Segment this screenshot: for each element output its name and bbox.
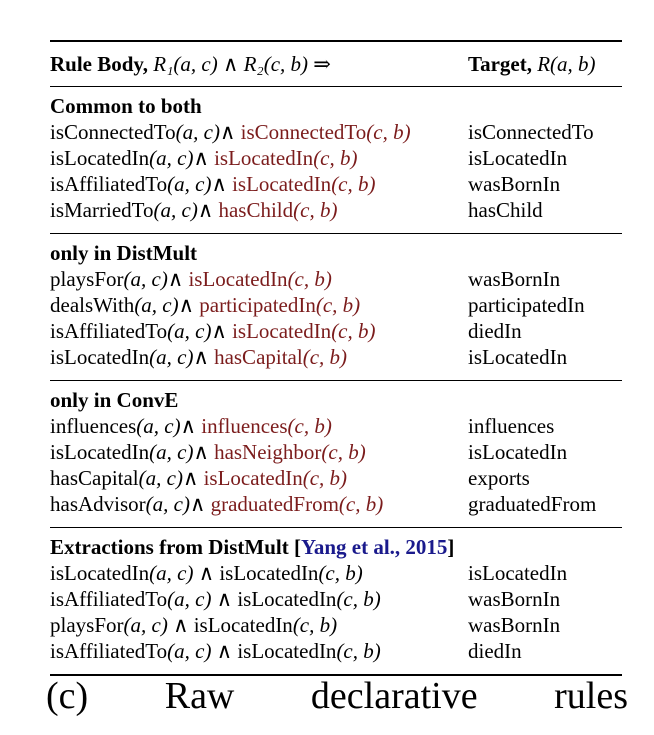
second-relation-args: (c, b) (336, 587, 381, 611)
rule-row (50, 266, 622, 292)
rule-body (50, 612, 468, 638)
conjunction-symbol: ∧ (211, 639, 238, 663)
second-relation: isConnectedTo (240, 120, 367, 144)
section-title-text: only in ConvE (50, 388, 179, 412)
second-relation-args: (c, b) (302, 345, 348, 369)
second-relation: isLocatedIn (193, 613, 293, 637)
conjunction-symbol: ∧ (182, 466, 204, 490)
conjunction-symbol: ∧ (211, 172, 233, 196)
conjunction-symbol: ∧ (197, 198, 219, 222)
conjunction-symbol: ∧ (189, 492, 211, 516)
rule-body-header (50, 51, 468, 77)
section-divider (50, 233, 622, 234)
section-title (50, 387, 622, 413)
rule-body (50, 638, 468, 664)
caption-word-raw: Raw (164, 675, 235, 717)
conjunction-symbol: ∧ (193, 146, 215, 170)
first-relation: isAffiliatedTo (50, 319, 168, 343)
rule-section (50, 93, 622, 233)
rule-target: wasBornIn (468, 267, 561, 291)
first-relation: dealsWith (50, 293, 135, 317)
rule-body (50, 197, 468, 223)
first-relation-args: (a, c) (134, 293, 179, 317)
second-relation: hasChild (218, 198, 294, 222)
section-title-text: Common to both (50, 94, 202, 118)
rule-target: diedIn (468, 639, 522, 663)
second-relation: isLocatedIn (219, 561, 319, 585)
caption-label: (c) (46, 675, 89, 717)
first-relation: hasAdvisor (50, 492, 146, 516)
second-relation-args: (c, b) (336, 639, 381, 663)
first-relation: influences (50, 414, 137, 438)
target-formula: R(a, b) (537, 52, 596, 76)
rule-body (50, 560, 468, 586)
first-relation: isLocatedIn (50, 345, 150, 369)
rule-body (50, 119, 468, 145)
second-relation-args: (c, b) (366, 120, 411, 144)
rule-row (50, 197, 622, 223)
rule-body (50, 145, 468, 171)
second-relation-args: (c, b) (338, 492, 384, 516)
rule-row (50, 638, 622, 664)
conjunction-symbol: ∧ (211, 587, 238, 611)
first-relation: playsFor (50, 267, 124, 291)
rule-target: wasBornIn (468, 613, 561, 637)
first-relation: playsFor (50, 613, 124, 637)
rule-section (50, 387, 622, 527)
first-relation: isConnectedTo (50, 120, 176, 144)
second-relation-args: (c, b) (287, 414, 332, 438)
rule-row (50, 292, 622, 318)
first-relation-args: (a, c) (149, 146, 194, 170)
rule-target: isLocatedIn (468, 345, 568, 369)
first-relation-args: (a, c) (153, 198, 198, 222)
second-relation-args: (c, b) (293, 198, 338, 222)
rule-body (50, 491, 468, 517)
second-relation: isLocatedIn (188, 267, 288, 291)
rule-row (50, 586, 622, 612)
second-relation-args: (c, b) (302, 466, 348, 490)
rule-row (50, 560, 622, 586)
rule-body (50, 413, 468, 439)
section-title (50, 240, 622, 266)
first-relation-args: (a, c) (149, 440, 194, 464)
target-header (468, 51, 622, 77)
second-relation: hasCapital (214, 345, 303, 369)
second-relation: isLocatedIn (232, 319, 332, 343)
header-rule (50, 86, 622, 87)
first-relation-args: (a, c) (149, 561, 194, 585)
conjunction-symbol: ∧ (193, 345, 215, 369)
target-label: Target, (468, 52, 532, 76)
first-relation-args: (a, c) (138, 466, 183, 490)
rule-body (50, 465, 468, 491)
second-relation: participatedIn (199, 293, 316, 317)
first-relation-args: (a, c) (175, 120, 220, 144)
section-title (50, 534, 622, 560)
rule-section (50, 534, 622, 674)
section-title-text: only in DistMult (50, 241, 198, 265)
rule-row (50, 145, 622, 171)
second-relation-args: (c, b) (287, 267, 332, 291)
citation-link[interactable]: Yang et al., 2015 (301, 535, 448, 559)
conjunction-symbol: ∧ (167, 613, 194, 637)
rule-row (50, 318, 622, 344)
section-divider (50, 527, 622, 528)
second-relation: influences (201, 414, 288, 438)
rule-body (50, 266, 468, 292)
rule-target: isLocatedIn (468, 146, 568, 170)
first-relation: hasCapital (50, 466, 139, 490)
second-relation-args: (c, b) (315, 293, 361, 317)
rule-target: influences (468, 414, 555, 438)
caption-word-rules: rules (554, 675, 628, 717)
rule-target: isConnectedTo (468, 120, 594, 144)
conjunction-symbol: ∧ (211, 319, 233, 343)
conjunction-symbol: ∧ (193, 561, 220, 585)
rule-body (50, 292, 468, 318)
rule-body (50, 171, 468, 197)
first-relation: isLocatedIn (50, 146, 150, 170)
section-divider (50, 380, 622, 381)
second-relation: isLocatedIn (237, 587, 337, 611)
second-relation-args: (c, b) (331, 319, 376, 343)
first-relation: isLocatedIn (50, 440, 150, 464)
rule-target: hasChild (468, 198, 543, 222)
second-relation-args: (c, b) (313, 146, 358, 170)
first-relation-args: (a, c) (136, 414, 181, 438)
rule-body (50, 344, 468, 370)
conjunction-symbol: ∧ (219, 120, 241, 144)
rule-body (50, 439, 468, 465)
second-relation: isLocatedIn (203, 466, 303, 490)
rule-row (50, 612, 622, 638)
section-title-end: ] (447, 535, 455, 559)
caption-word-declarative: declarative (310, 675, 478, 717)
rule-target: graduatedFrom (468, 492, 597, 516)
conjunction-symbol: ∧ (178, 293, 200, 317)
first-relation: isAffiliatedTo (50, 639, 168, 663)
section-title-text: Extractions from DistMult [ (50, 535, 301, 559)
first-relation: isAffiliatedTo (50, 172, 168, 196)
rule-body-formula: R₁(a, c) ∧ R₂(c, b) ⇒ (153, 52, 331, 76)
second-relation-args: (c, b) (292, 613, 338, 637)
first-relation-args: (a, c) (167, 587, 212, 611)
second-relation-args: (c, b) (331, 172, 376, 196)
second-relation-args: (c, b) (318, 561, 363, 585)
rule-target: isLocatedIn (468, 561, 568, 585)
rule-target: diedIn (468, 319, 522, 343)
rule-target: isLocatedIn (468, 440, 568, 464)
rule-body (50, 586, 468, 612)
figure-caption (46, 672, 628, 720)
rule-target: wasBornIn (468, 172, 561, 196)
second-relation: isLocatedIn (232, 172, 332, 196)
second-relation-args: (c, b) (321, 440, 366, 464)
second-relation: graduatedFrom (210, 492, 339, 516)
table-header (50, 42, 622, 86)
rule-row (50, 119, 622, 145)
first-relation-args: (a, c) (167, 319, 212, 343)
first-relation-args: (a, c) (167, 639, 212, 663)
rule-target: participatedIn (468, 293, 585, 317)
rule-row (50, 465, 622, 491)
first-relation: isMarriedTo (50, 198, 154, 222)
first-relation-args: (a, c) (149, 345, 194, 369)
rule-section (50, 240, 622, 380)
rule-row (50, 171, 622, 197)
second-relation: isLocatedIn (237, 639, 337, 663)
rule-sections (50, 93, 622, 674)
rule-target: exports (468, 466, 530, 490)
first-relation: isLocatedIn (50, 561, 150, 585)
first-relation-args: (a, c) (145, 492, 190, 516)
conjunction-symbol: ∧ (180, 414, 202, 438)
second-relation: isLocatedIn (214, 146, 314, 170)
rule-row (50, 439, 622, 465)
rule-target: wasBornIn (468, 587, 561, 611)
section-title (50, 93, 622, 119)
rule-body (50, 318, 468, 344)
rule-body-label: Rule Body, (50, 52, 149, 76)
rule-row (50, 491, 622, 517)
second-relation: hasNeighbor (214, 440, 322, 464)
first-relation-args: (a, c) (167, 172, 212, 196)
conjunction-symbol: ∧ (167, 267, 189, 291)
first-relation-args: (a, c) (123, 267, 168, 291)
rule-row (50, 413, 622, 439)
rules-table (50, 40, 622, 676)
conjunction-symbol: ∧ (193, 440, 215, 464)
first-relation-args: (a, c) (123, 613, 168, 637)
first-relation: isAffiliatedTo (50, 587, 168, 611)
rule-row (50, 344, 622, 370)
